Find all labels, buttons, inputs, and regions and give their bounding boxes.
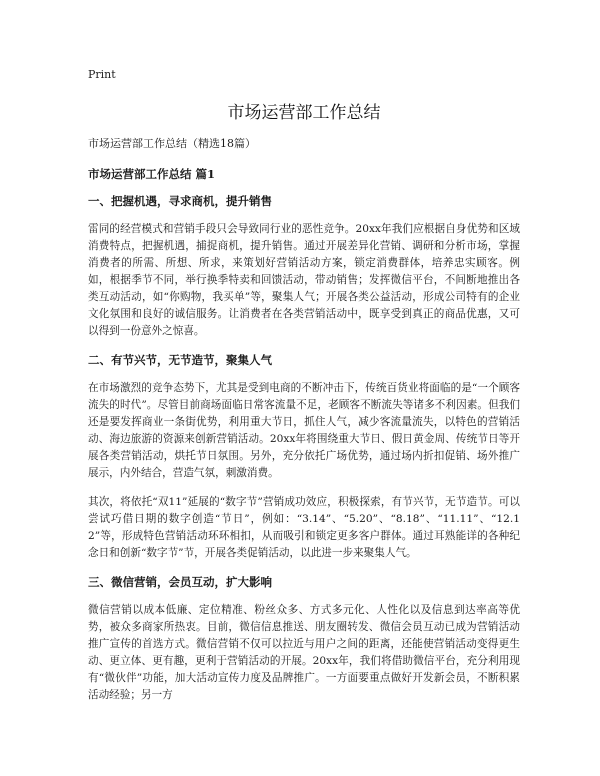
document-subtitle: 市场运营部工作总结（精选18篇） [88, 137, 256, 150]
document-page [88, 68, 520, 704]
print-label[interactable]: Print [88, 68, 116, 81]
block-heading: 一、把握机遇，寻求商机，提升销售 [88, 194, 272, 208]
block-1 [88, 193, 520, 340]
paragraph: 雷同的经营模式和营销手段只会导致同行业的恶性竞争。20xx年我们应根据自身优势和区域消费特点，把握机遇，捕捉商机，提升销售。通过开展差异化营销、调研和分析市场，掌握消费者的所需、所想、所求，来策划好营销活动方案，锁定消费群体，培养忠实顾客。例如，根据季节不同，举行换季特卖和回馈活动，带动销售；发挥微信平台，不间断地推出各类互动活动，如“你购物，我买单”等，聚集人气；开展各类公益活动，形成公司特有的企业文化氛围和良好的诚信服务。让消费者在各类营销活动中，既享受到真正的商品优惠，又可以得到一份意外之惊喜。 [88, 223, 520, 337]
paragraph: 微信营销以成本低廉、定位精准、粉丝众多、方式多元化、人性化以及信息到达率高等优势，被众多商家所热衷。目前，微信信息推送、朋友圈转发、微信会员互动已成为营销活动推广宣传的首选方式。微信营销不仅可以拉近与用户之间的距离，还能使营销活动变得更生动、更立体、更有趣，更利于营销活动的开展。20xx年，我们将借助微信平台，充分利用现有“微伙伴”功能，加大活动宣传力度及品牌推广。一方面要重点做好开发新会员，不断积累活动经验；另一方 [88, 604, 520, 701]
block-3 [88, 574, 520, 704]
paragraph: 其次，将依托“双11”延展的“数字节”营销成功效应，积极探索，有节兴节，无节造节。可以尝试巧借日期的数字创造“节日”，例如：“3.14”、“5.20”、“8.18”、“11.11”、“12.12”等，形成特色营销活动环环相扣，从而吸引和锁定更多客户群体。通过耳熟能详的各种纪念日和创新“数字节”节，开展各类促销活动，以此进一步来聚集人气。 [88, 496, 520, 559]
section-title: 市场运营部工作总结 篇1 [88, 167, 216, 181]
paragraph: 在市场激烈的竞争态势下，尤其是受到电商的不断冲击下，传统百货业将面临的是“一个顾客流失的时代”。尽管目前商场面临日常客流量不足，老顾客不断流失等诸多不利因素。但我们还是要发挥商业一条街优势，利用重大节日，抓住人气，减少客流量流失，以特色的营销活动、海边旅游的资源来创新营销活动。20xx年将围绕重大节日、假日黄金周、传统节日等开展各类营销活动，烘托节日氛围。另外，充分依托广场优势，通过场内折扣促销、场外推广展示，内外结合，营造气氛，刺激消费。 [88, 382, 520, 479]
block-2 [88, 352, 520, 562]
block-heading: 三、微信营销，会员互动，扩大影响 [88, 575, 272, 589]
document-title: 市场运营部工作总结 [227, 103, 381, 123]
block-heading: 二、有节兴节，无节造节，聚集人气 [88, 353, 272, 367]
